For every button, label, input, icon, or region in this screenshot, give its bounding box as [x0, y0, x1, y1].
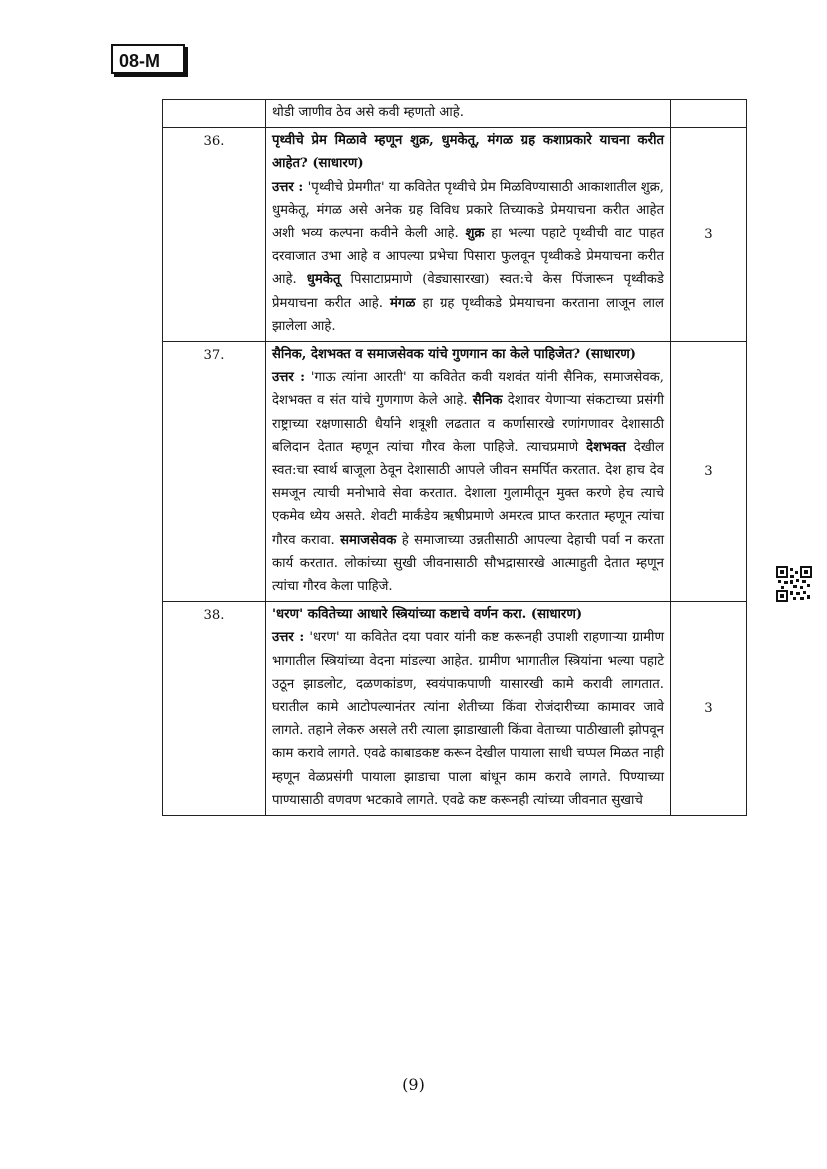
question-number — [163, 100, 266, 128]
answer-segment: पिसाटाप्रमाणे (वेड्यासारखा) स्वत:चे केस पिंजारून पृथ्वीकडे प्रेमयाचना करीत आहे. — [272, 272, 664, 311]
answer-label: उत्तर : — [272, 630, 305, 646]
question-text: सैनिक, देशभक्त व समाजसेवक यांचे गुणगान का केले पाहिजेत? (साधारण) — [272, 347, 637, 363]
answer-label: उत्तर : — [272, 179, 304, 195]
question-cell — [266, 128, 671, 342]
question-text: पृथ्वीचे प्रेम मिळावे म्हणून शुक्र, धुमकेतू, मंगळ ग्रह कशाप्रकारे याचना करीत आहेत? (साधारण) — [272, 133, 664, 172]
answer-text — [272, 626, 664, 812]
qr-code-graphic — [776, 566, 812, 602]
question-cell — [266, 342, 671, 602]
answer-keyword: मंगळ — [390, 295, 416, 311]
table-row — [163, 128, 747, 342]
answer-table — [162, 99, 747, 816]
answer-segment: हे समाजाच्या उन्नतीसाठी आपल्या देहाची पर्वा न करता कार्य करतात. लोकांच्या सुखी जीवनासाठी सौभद्रासारखे आत्माहुती देतात म्हणून त्यांचा गौरव केला पाहिजे. — [272, 532, 664, 595]
answer-segment: 'गाऊ त्यांना आरती' या कवितेत कवी यशवंत यांनी सैनिक, समाजसेवक, देशभक्त व संत यांचे गुणगाण केले आहे. — [272, 370, 664, 409]
table-row — [163, 100, 747, 128]
answer-keyword: धुमकेतू — [306, 272, 341, 288]
marks-cell — [671, 100, 747, 128]
answer-segment: 'पृथ्वीचे प्रेमगीत' या कवितेत पृथ्वीचे प्रेम मिळविण्यासाठी आकाशातील शुक्र, धुमकेतू, मंगळ असे अनेक ग्रह विविध प्रकारे तिच्याकडे प्रेमयाचना करीत आहेत अशी भव्य कल्पना कवीने केली आहे. — [272, 179, 664, 242]
answer-segment: हा ग्रह पृथ्वीकडे प्रेमयाचना करताना लाजून लाल झालेला आहे. — [272, 295, 664, 334]
answer-keyword: सैनिक — [472, 393, 503, 409]
answer-segment: देखील स्वत:चा स्वार्थ बाजूला ठेवून देशासाठी आपले जीवन समर्पित करतात. देश हाच देव समजून त्याची मनोभावे सेवा करतात. देशाला गुलामीतून मुक्त करणे हेच त्याचे एकमेव ध्येय असते. शेवटी मार्कंडेय ऋषीप्रमाणे अमरत्व प्राप्त करतात म्हणून त्यांचा गौरव करावा. — [272, 439, 664, 548]
marks-cell: 3 — [671, 342, 747, 602]
question-text: 'धरण' कवितेच्या आधारे स्त्रियांच्या कष्टाचे वर्णन करा. (साधारण) — [272, 607, 583, 623]
answer-keyword: शुक्र — [465, 226, 485, 242]
answer-keyword: समाजसेवक — [340, 532, 397, 548]
marks-cell: 3 — [671, 602, 747, 816]
answer-text — [272, 176, 664, 338]
question-number: 37. — [163, 342, 266, 602]
table-row — [163, 602, 747, 816]
answer-keyword: देशभक्त — [586, 439, 626, 455]
qr-code-icon — [776, 566, 812, 602]
answer-text: थोडी जाणीव ठेव असे कवी म्हणतो आहे. — [272, 105, 464, 120]
answer-label: उत्तर : — [272, 370, 305, 386]
paper-code: 08-M — [119, 51, 161, 71]
answer-segment: देशावर येणाऱ्या संकटाच्या प्रसंगी राष्ट्राच्या रक्षणासाठी धैर्याने शत्रूशी लढतात व कर्णासारखे रणांगणावर देशासाठी बलिदान देतात म्हणून त्यांचा गौरव केला पाहिजे. त्याचप्रमाणे — [272, 393, 664, 455]
answer-segment: हा भल्या पहाटे पृथ्वीची वाट पाहत दरवाजात उभा आहे व आपल्या प्रभेचा पिसारा फुलवून पृथ्वीकडे प्रेमयाचना करीत आहे. — [272, 226, 664, 288]
page-number: (9) — [402, 1075, 425, 1094]
continuation-text — [266, 100, 671, 128]
table-row — [163, 342, 747, 602]
question-number: 36. — [163, 128, 266, 342]
paper-code-box — [111, 44, 185, 74]
question-cell — [266, 602, 671, 816]
question-number: 38. — [163, 602, 266, 816]
answer-segment: 'धरण' या कवितेत दया पवार यांनी कष्ट करूनही उपाशी राहणाऱ्या ग्रामीण भागातील स्त्रियांच्या वेदना मांडल्या आहेत. ग्रामीण भागातील स्त्रियांना भल्या पहाटे उठून झाडलोट, दळणकांडण, स्वयंपाकपाणी यासारखी कामे करावी लागतात. घरातील कामे आटोपल्यानंतर त्यांना शेतीच्या किंवा रोजंदारीच्या कामावर जावे लागते. तहाने लेकरु असले तरी त्याला झाडाखाली किंवा वेताच्या पाठीखाली झोपवून काम करावे लागते. एवढे काबाडकष्ट करून देखील पायाला साधी चप्पल मिळत नाही म्हणून वेळप्रसंगी पायाला झाडाचा पाला बांधून काम करावे लागते. पिण्याच्या पाण्यासाठी वणवण भटकावे लागते. एवढे कष्ट करूनही त्यांच्या जीवनात सुखाचे — [272, 630, 664, 808]
marks-cell: 3 — [671, 128, 747, 342]
answer-text — [272, 366, 664, 598]
